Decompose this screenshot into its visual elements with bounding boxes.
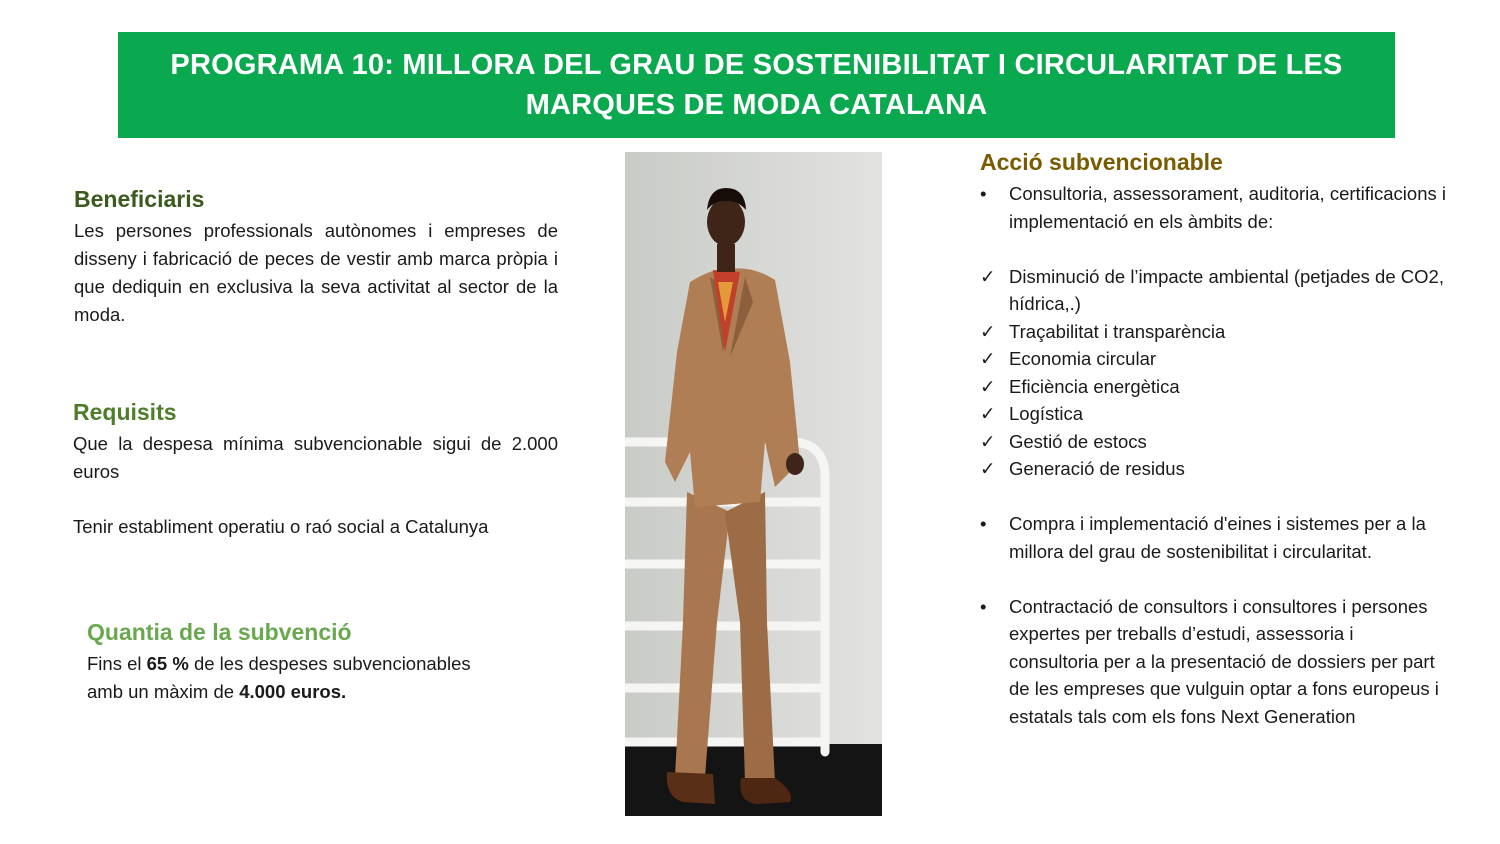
checkmark-icon: ✓: [980, 403, 996, 424]
page-title: PROGRAMA 10: MILLORA DEL GRAU DE SOSTENIBILITAT I CIRCULARITAT DE LES MARQUES DE MODA CATALANA: [170, 49, 1343, 121]
title-banner: [118, 32, 1395, 138]
check-item: ✓ Gestió de estocs: [978, 428, 1448, 456]
fashion-model-illustration: [625, 152, 882, 816]
bullet-icon: •: [980, 183, 987, 204]
accio-heading: Acció subvencionable: [980, 149, 1223, 175]
quantia-line-2: amb un màxim de 4.000 euros.: [87, 681, 347, 702]
checkmark-icon: ✓: [980, 430, 996, 452]
checkmark-icon: ✓: [980, 265, 996, 287]
checkmark-icon: ✓: [980, 458, 996, 479]
requisits-text-2: Tenir establiment operatiu o raó social a Catalunya: [73, 516, 489, 537]
requisits-text-1: Que la despesa mínima subvencionable sigui de 2.000 euros: [73, 433, 558, 482]
list-item: • Consultoria, assessorament, auditoria, certificacions i implementació en els àmbits de:: [978, 180, 1448, 235]
check-item: ✓ Generació de residus: [978, 455, 1448, 483]
list-item: • Contractació de consultors i consultores i persones expertes per treballs d’estudi, assessoria i consultoria per a la presentació de dossiers per part de les empreses que vulguin optar a fons europeus i estatals tals com els fons Next Generation: [978, 593, 1448, 731]
checkmark-icon: ✓: [980, 375, 996, 397]
bullet-icon: •: [980, 513, 987, 534]
beneficiaris-heading: Beneficiaris: [74, 186, 205, 212]
check-item: ✓ Eficiència energètica: [978, 373, 1448, 401]
checkmark-icon: ✓: [980, 348, 996, 369]
requisits-heading: Requisits: [73, 399, 177, 425]
quantia-line-1: Fins el 65 % de les despeses subvencionables: [87, 653, 471, 674]
check-item: ✓ Disminució de l’impacte ambiental (petjades de CO2, hídrica,.): [978, 263, 1448, 318]
quantia-text: [87, 650, 547, 706]
accio-list: [978, 180, 1448, 730]
quantia-heading: Quantia de la subvenció: [87, 619, 352, 645]
beneficiaris-text: Les persones professionals autònomes i empreses de disseny i fabricació de peces de vestir amb marca pròpia i que dediquin en exclusiva la seva activitat al sector de la moda.: [74, 220, 558, 325]
fashion-model-photo: [625, 152, 882, 816]
check-item: ✓ Logística: [978, 400, 1448, 428]
check-item: ✓ Traçabilitat i transparència: [978, 318, 1448, 346]
check-item: ✓ Economia circular: [978, 345, 1448, 373]
bullet-icon: •: [980, 595, 987, 617]
list-item: • Compra i implementació d'eines i sistemes per a la millora del grau de sostenibilitat i circularitat.: [978, 510, 1448, 565]
checkmark-icon: ✓: [980, 320, 996, 342]
